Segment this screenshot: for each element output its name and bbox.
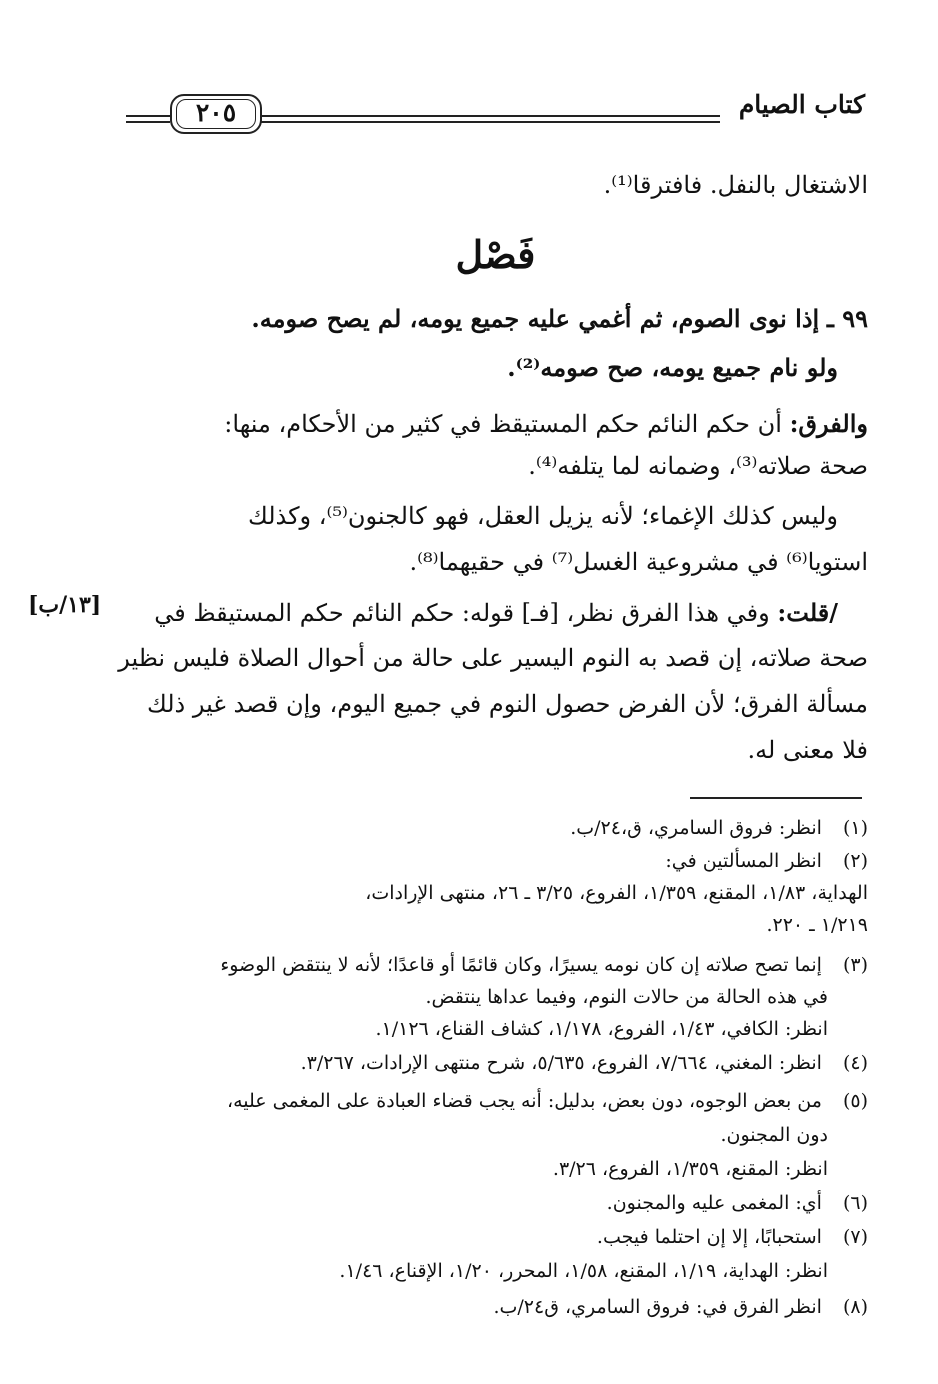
- footnote-8: [123, 1292, 868, 1323]
- footnote-text: انظر الفرق في: فروق السامري، ق٢٤/ب.: [493, 1296, 822, 1318]
- footnote-text: إنما تصح صلاته إن كان نومه يسيرًا، وكان قائمًا أو قاعدًا؛ لأنه لا ينتقض الوضوء: [220, 954, 822, 976]
- footnote-text: انظر: الهداية، ١/١٩، المقنع، ١/٥٨، المحرر، ١/٢٠، الإقناع، ١/٤٦.: [339, 1260, 828, 1282]
- footnote-text: دون المجنون.: [720, 1124, 828, 1146]
- footnote-3-cont: [123, 1014, 868, 1045]
- page-number: ٢٠٥: [170, 94, 262, 134]
- issue-text: إذا نوى الصوم، ثم أغمي عليه جميع يومه، لم يصح صومه.: [251, 304, 820, 333]
- footnote-number: (٤): [842, 1052, 868, 1074]
- footnote-text: انظر: الكافي، ١/٤٣، الفروع، ١/١٧٨، كشاف القناع، ١/١٢٦.: [375, 1018, 828, 1040]
- footnote-text: استحبابًا، إلا إن احتلما فيجب.: [596, 1226, 822, 1248]
- paragraph-line: وليس كذلك الإغماء؛ لأنه يزيل العقل، فهو كالجنون⁽⁵⁾، وكذلك: [247, 502, 838, 530]
- footnote-number: (٢): [842, 850, 868, 872]
- footnote-5-cont: [123, 1154, 868, 1185]
- footnote-5: [123, 1086, 868, 1117]
- footnote-3: [123, 950, 868, 981]
- paragraph-line: استويا⁽⁶⁾ في مشروعية الغسل⁽⁷⁾ في حقيهما⁽⁸⁾.: [409, 548, 868, 576]
- footnote-text: الهداية، ١/٨٣، المقنع، ١/٣٥٩، الفروع، ٣/٢٥ ـ ٢٦، منتهى الإرادات،: [365, 882, 868, 904]
- issue-line-2: [123, 345, 838, 391]
- header-rule-left: [126, 115, 170, 123]
- footnote-2-cont: [123, 910, 868, 941]
- footnote-5-cont: [123, 1120, 868, 1151]
- footnote-number: (١): [842, 817, 868, 839]
- issue-line: [123, 296, 868, 342]
- header-rule-right: [260, 115, 720, 123]
- section-heading: [123, 232, 868, 283]
- fasl-heading: فَصْل: [455, 232, 536, 277]
- footnote-text: ١/٢١٩ ـ ٢٢٠.: [766, 914, 868, 936]
- qult-line-4: فلا معنى له.: [747, 736, 868, 764]
- footnote-text: انظر: المغني، ٧/٦٦٤، الفروع، ٥/٦٣٥، شرح منتهى الإرادات، ٣/٢٦٧.: [300, 1052, 822, 1074]
- footnote-2-cont: [123, 878, 868, 909]
- farq-line: [123, 401, 868, 447]
- page-header: [120, 88, 865, 136]
- footnote-text: من بعض الوجوه، دون بعض، بدليل: أنه يجب قضاء العبادة على المغمى عليه،: [226, 1090, 822, 1112]
- manuscript-folio-ref: [١٣/ب]: [28, 592, 102, 618]
- qult-text: وفي هذا الفرق نظر، [فـ] قوله: حكم النائم حكم المستيقظ في: [154, 599, 770, 627]
- issue-text-2: ولو نام جميع يومه، صح صومه⁽²⁾.: [507, 353, 838, 382]
- qult-line-3: مسألة الفرق؛ لأن الفرض حصول النوم في جميع اليوم، وإن قصد غير ذلك: [146, 690, 868, 718]
- footnote-text: أي: المغمى عليه والمجنون.: [606, 1192, 822, 1214]
- footnote-number: (٨): [842, 1296, 868, 1318]
- text-line: الاشتغال بالنفل. فافترقا⁽¹⁾.: [603, 171, 868, 199]
- farq-text: أن حكم النائم حكم المستيقظ في كثير من الأحكام، منها:: [224, 410, 782, 438]
- footnote-6: [123, 1188, 868, 1219]
- footnote-text: انظر المسألتين في:: [665, 850, 822, 872]
- footnote-2: [123, 846, 868, 877]
- qult-line-2: صحة صلاته، إن قصد به النوم اليسير على حالة من أحوال الصلاة فليس نظير: [118, 644, 868, 672]
- footnote-1: [123, 813, 868, 844]
- qult-label: /قلت:: [777, 598, 838, 627]
- footnote-4: [123, 1048, 868, 1079]
- qult-line: [123, 590, 838, 636]
- farq-line-2: صحة صلاته⁽³⁾، وضمانه لما يتلفه⁽⁴⁾.: [528, 452, 868, 480]
- footnote-text: انظر: المقنع، ١/٣٥٩، الفروع، ٣/٢٦.: [552, 1158, 828, 1180]
- footnote-number: (٣): [842, 954, 868, 976]
- book-title: كتاب الصيام: [738, 90, 865, 119]
- footnote-7-cont: [123, 1256, 868, 1287]
- footnote-number: (٥): [842, 1090, 868, 1112]
- footnote-number: (٦): [842, 1192, 868, 1214]
- issue-number: ٩٩ ـ: [826, 304, 868, 333]
- footnote-number: (٧): [842, 1226, 868, 1248]
- farq-label: والفرق:: [789, 409, 868, 438]
- footnote-separator: [690, 797, 862, 799]
- footnote-3-cont: [123, 982, 868, 1013]
- footnote-text: في هذه الحالة من حالات النوم، وفيما عداها ينتقض.: [425, 986, 828, 1008]
- footnote-7: [123, 1222, 868, 1253]
- footnote-text: انظر: فروق السامري، ق،٢٤/ب.: [570, 817, 822, 839]
